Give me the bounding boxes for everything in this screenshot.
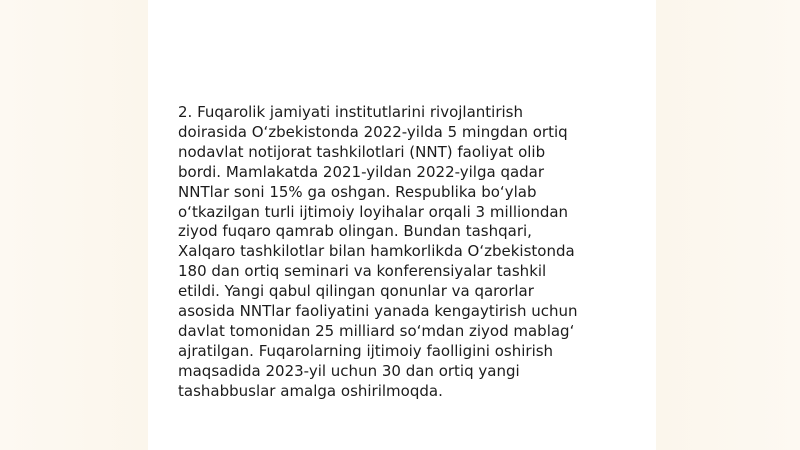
text-line: bordi. Mamlakatda 2021-yildan 2022-yilga qadar — [178, 162, 545, 181]
text-line: 180 dan ortiq seminari va konferensiyalar tashkil — [178, 262, 547, 281]
text-line: ziyod fuqaro qamrab olingan. Bundan tashqari, — [178, 222, 532, 241]
body-paragraph — [178, 103, 648, 402]
text-line: o‘tkazilgan turli ijtimoiy loyihalar orqali 3 milliondan — [178, 202, 569, 221]
text-line: 2. Fuqarolik jamiyati institutlarini rivojlantirish — [178, 103, 524, 121]
text-line: NNTlar soni 15% ga oshgan. Respublika bo‘ylab — [178, 182, 537, 201]
text-line: etildi. Yangi qabul qilingan qonunlar va qarorlar — [178, 282, 534, 301]
text-line: tashabbuslar amalga oshirilmoqda. — [178, 381, 443, 400]
text-line: maqsadida 2023-yil uchun 30 dan ortiq yangi — [178, 361, 520, 380]
document-page — [148, 0, 656, 450]
right-margin-background — [656, 0, 800, 450]
text-line: davlat tomonidan 25 milliard so‘mdan ziyod mablag‘ — [178, 321, 575, 340]
text-line: ajratilgan. Fuqarolarning ijtimoiy faolligini oshirish — [178, 341, 554, 360]
text-line: nodavlat notijorat tashkilotlari (NNT) faoliyat olib — [178, 142, 546, 161]
left-margin-background — [0, 0, 148, 450]
text-line: doirasida O‘zbekistonda 2022-yilda 5 mingdan ortiq — [178, 122, 568, 141]
text-line: asosida NNTlar faoliyatini yanada kengaytirish uchun — [178, 302, 578, 321]
text-line: Xalqaro tashkilotlar bilan hamkorlikda O‘zbekistonda — [178, 242, 575, 261]
